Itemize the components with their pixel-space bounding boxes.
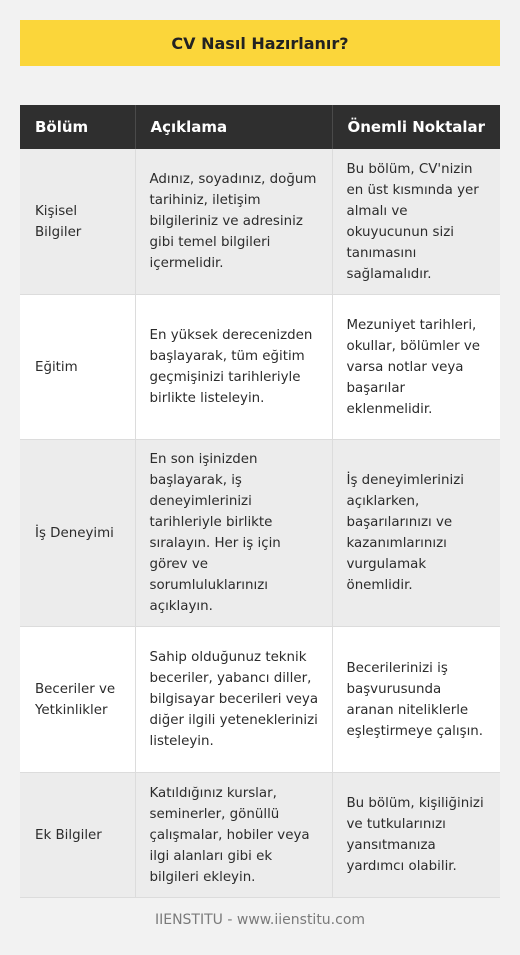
cv-sections-table [20, 105, 500, 898]
footer-credit: IIENSTITU - www.iienstitu.com [154, 912, 366, 928]
table-row [20, 149, 500, 295]
section-cell: Beceriler ve Yetkinlikler [20, 627, 135, 773]
table-row [20, 627, 500, 773]
description-cell: En son işinizden başlayarak, iş deneyimlerinizi tarihleriyle birlikte sıralayın. Her iş için görev ve sorumluluklarınızı açıklayın. [135, 440, 332, 627]
notes-cell: Bu bölüm, CV'nizin en üst kısmında yer almalı ve okuyucunun sizi tanımasını sağlamalıdır. [332, 149, 500, 295]
description-cell: En yüksek derecenizden başlayarak, tüm eğitim geçmişinizi tarihleriyle birlikte listeleyin. [135, 295, 332, 440]
description-cell: Katıldığınız kurslar, seminerler, gönüllü çalışmalar, hobiler veya ilgi alanları gibi ek bilgileri ekleyin. [135, 773, 332, 898]
section-cell: Eğitim [20, 295, 135, 440]
column-header-notes: Önemli Noktalar [332, 105, 500, 149]
section-cell: Ek Bilgiler [20, 773, 135, 898]
section-cell: İş Deneyimi [20, 440, 135, 627]
notes-cell: Mezuniyet tarihleri, okullar, bölümler ve varsa notlar veya başarılar eklenmelidir. [332, 295, 500, 440]
table-row [20, 295, 500, 440]
notes-cell: İş deneyimlerinizi açıklarken, başarılarınızı ve kazanımlarınızı vurgulamak önemlidir. [332, 440, 500, 627]
table-row [20, 440, 500, 627]
table-row [20, 773, 500, 898]
section-cell: Kişisel Bilgiler [20, 149, 135, 295]
notes-cell: Becerilerinizi iş başvurusunda aranan niteliklerle eşleştirmeye çalışın. [332, 627, 500, 773]
column-header-section: Bölüm [20, 105, 135, 149]
notes-cell: Bu bölüm, kişiliğinizi ve tutkularınızı yansıtmanıza yardımcı olabilir. [332, 773, 500, 898]
description-cell: Sahip olduğunuz teknik beceriler, yabancı diller, bilgisayar becerileri veya diğer ilgili yeteneklerinizi listeleyin. [135, 627, 332, 773]
page-title: CV Nasıl Hazırlanır? [20, 20, 500, 66]
column-header-description: Açıklama [135, 105, 332, 149]
description-cell: Adınız, soyadınız, doğum tarihiniz, iletişim bilgileriniz ve adresiniz gibi temel bilgileri içermelidir. [135, 149, 332, 295]
table-header-row [20, 105, 500, 149]
